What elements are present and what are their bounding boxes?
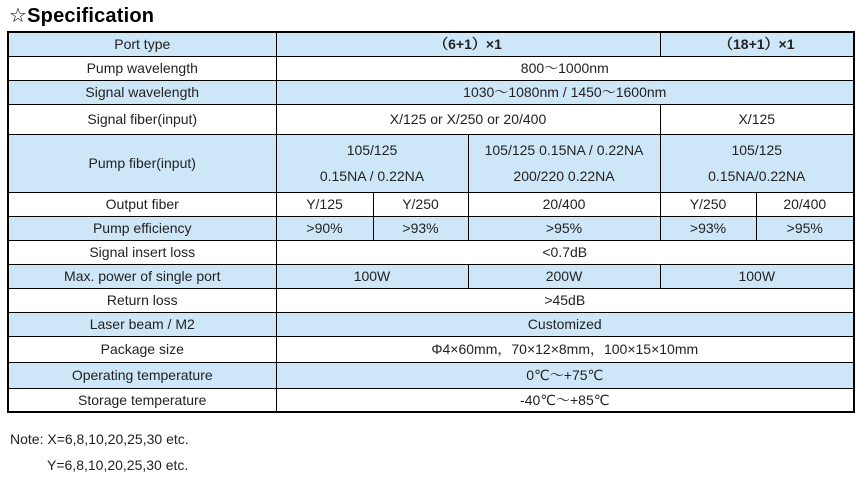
cell-storage-temp-value: -40℃～+85℃: [276, 388, 854, 412]
row-signal-fiber: [8, 104, 854, 134]
cell-port-type-6plus1: （6+1）×1: [276, 32, 660, 56]
row-laser-beam-label: Laser beam / M2: [8, 312, 276, 336]
cell-signal-insert-loss-value: <0.7dB: [276, 240, 854, 264]
row-signal-insert-loss-label: Signal insert loss: [8, 240, 276, 264]
cell-pump-fiber-c: [660, 134, 854, 192]
row-return-loss: [8, 288, 854, 312]
cell-package-size-value: Φ4×60mm，70×12×8mm，100×15×10mm: [276, 336, 854, 362]
row-operating-temp-label: Operating temperature: [8, 362, 276, 388]
row-pump-efficiency: [8, 216, 854, 240]
cell-pump-fiber-c-line1: 105/125: [731, 142, 783, 158]
row-port-type: [8, 32, 854, 56]
row-port-type-label: Port type: [8, 32, 276, 56]
row-max-power: [8, 264, 854, 288]
cell-pump-fiber-b: [468, 134, 660, 192]
cell-output-fiber-5: 20/400: [756, 192, 854, 216]
cell-pump-efficiency-2: >93%: [373, 216, 468, 240]
row-pump-wavelength-label: Pump wavelength: [8, 56, 276, 80]
row-signal-insert-loss: [8, 240, 854, 264]
cell-pump-fiber-b-line2: 200/220 0.22NA: [513, 168, 615, 184]
row-return-loss-label: Return loss: [8, 288, 276, 312]
cell-max-power-3: 100W: [660, 264, 854, 288]
row-pump-fiber-label: Pump fiber(input): [8, 134, 276, 192]
cell-pump-fiber-c-line2: 0.15NA/0.22NA: [708, 168, 806, 184]
cell-pump-wavelength-value: 800～1000nm: [276, 56, 854, 80]
cell-pump-efficiency-1: >90%: [276, 216, 373, 240]
row-pump-fiber: [8, 134, 854, 192]
row-storage-temp: [8, 388, 854, 412]
row-signal-wavelength: [8, 80, 854, 104]
cell-signal-fiber-18plus1: X/125: [660, 104, 854, 134]
cell-pump-efficiency-5: >95%: [756, 216, 854, 240]
specification-table: [7, 31, 855, 413]
cell-pump-efficiency-4: >93%: [660, 216, 756, 240]
cell-max-power-1: 100W: [276, 264, 468, 288]
cell-output-fiber-3: 20/400: [468, 192, 660, 216]
row-output-fiber-label: Output fiber: [8, 192, 276, 216]
note-line-1: Note: X=6,8,10,20,25,30 etc.: [10, 431, 189, 447]
note-line-2: Y=6,8,10,20,25,30 etc.: [47, 457, 189, 473]
cell-pump-fiber-a-line2: 0.15NA / 0.22NA: [319, 168, 425, 184]
cell-laser-beam-value: Customized: [276, 312, 854, 336]
cell-max-power-2: 200W: [468, 264, 660, 288]
cell-output-fiber-4: Y/250: [660, 192, 756, 216]
cell-pump-fiber-a-line1: 105/125: [346, 142, 398, 158]
row-pump-efficiency-label: Pump efficiency: [8, 216, 276, 240]
cell-pump-fiber-b-line1: 105/125 0.15NA / 0.22NA: [484, 142, 644, 158]
row-laser-beam: [8, 312, 854, 336]
row-package-size: [8, 336, 854, 362]
row-output-fiber: [8, 192, 854, 216]
cell-signal-wavelength-value: 1030～1080nm / 1450～1600nm: [276, 80, 854, 104]
row-operating-temp: [8, 362, 854, 388]
note: [10, 426, 189, 478]
row-storage-temp-label: Storage temperature: [8, 388, 276, 412]
cell-output-fiber-1: Y/125: [276, 192, 373, 216]
row-package-size-label: Package size: [8, 336, 276, 362]
cell-port-type-18plus1: （18+1）×1: [660, 32, 854, 56]
cell-operating-temp-value: 0℃～+75℃: [276, 362, 854, 388]
row-max-power-label: Max. power of single port: [8, 264, 276, 288]
cell-pump-efficiency-3: >95%: [468, 216, 660, 240]
page-title: ☆Specification: [9, 5, 155, 27]
row-pump-wavelength: [8, 56, 854, 80]
cell-output-fiber-2: Y/250: [373, 192, 468, 216]
cell-return-loss-value: >45dB: [276, 288, 854, 312]
cell-pump-fiber-a: [276, 134, 468, 192]
row-signal-wavelength-label: Signal wavelength: [8, 80, 276, 104]
cell-signal-fiber-6plus1: X/125 or X/250 or 20/400: [276, 104, 660, 134]
row-signal-fiber-label: Signal fiber(input): [8, 104, 276, 134]
